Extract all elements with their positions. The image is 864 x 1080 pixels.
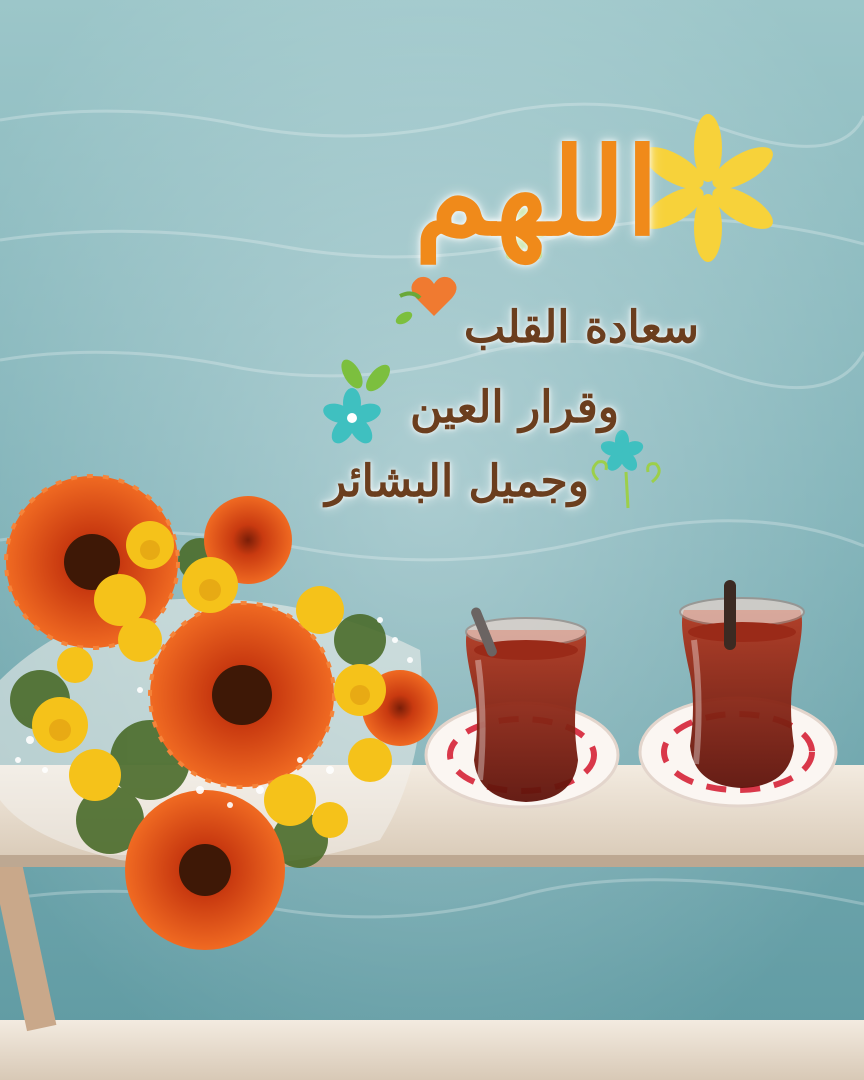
greeting-line-3: وجميل البشائر	[325, 456, 589, 507]
bottom-railing	[0, 1020, 864, 1080]
tea-glass-right	[680, 580, 804, 788]
greeting-title: اللهم	[414, 122, 659, 263]
greeting-line-1: سعادة القلب	[463, 302, 699, 353]
tea-glass-left	[466, 606, 586, 802]
greeting-line-2: وقرار العين	[410, 382, 619, 433]
